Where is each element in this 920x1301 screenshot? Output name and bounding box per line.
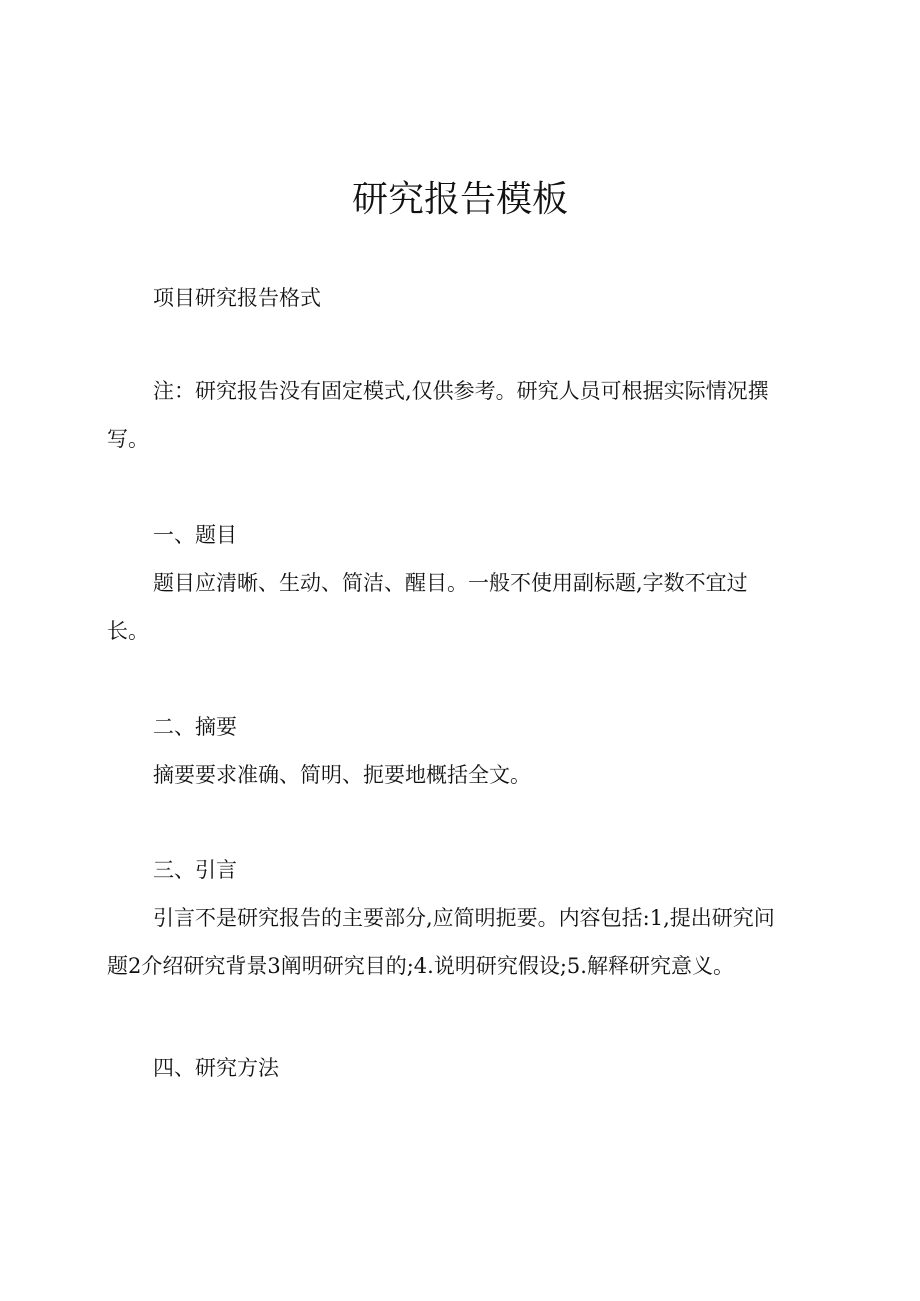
section-body-title-line-1: 题目应清晰、生动、简洁、醒目。一般不使用副标题,字数不宜过 xyxy=(153,571,748,595)
note-paragraph-line-1: 注：研究报告没有固定模式,仅供参考。研究人员可根据实际情况撰 xyxy=(153,379,769,403)
section-heading-title: 一、题目 xyxy=(153,523,237,547)
section-heading-introduction: 三、引言 xyxy=(153,858,237,882)
section-body-title-line-2: 长。 xyxy=(107,619,149,643)
section-body-introduction-line-1: 引言不是研究报告的主要部分,应简明扼要。内容包括:1,提出研究问 xyxy=(153,906,775,930)
section-body-abstract-line-1: 摘要要求准确、简明、扼要地概括全文。 xyxy=(153,763,531,787)
section-body-introduction-line-2: 题2介绍研究背景3阐明研究目的;4.说明研究假设;5.解释研究意义。 xyxy=(107,954,734,978)
note-paragraph-line-2: 写。 xyxy=(107,427,149,451)
section-heading-methods: 四、研究方法 xyxy=(153,1056,279,1080)
document-title: 研究报告模板 xyxy=(351,179,568,220)
section-heading-abstract: 二、摘要 xyxy=(153,715,237,739)
document-subtitle: 项目研究报告格式 xyxy=(153,286,321,310)
